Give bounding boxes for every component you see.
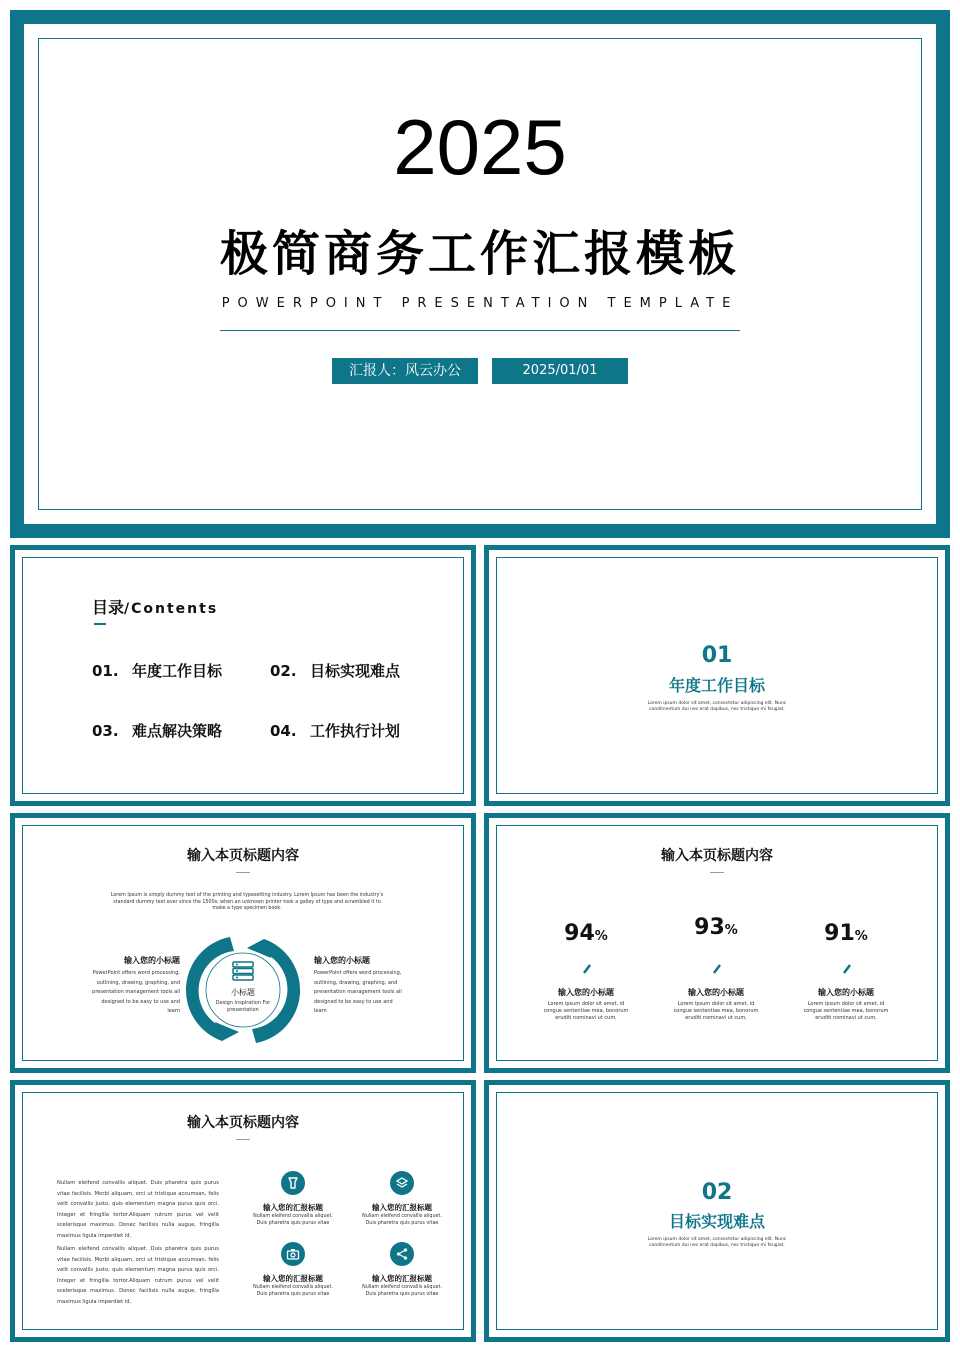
report-item-title: 输入您的汇报标题	[263, 1274, 323, 1283]
slide-title: 输入本页标题内容	[187, 848, 299, 864]
contents-item-num: 03.	[92, 722, 119, 740]
section-number: 02	[701, 1180, 733, 1205]
center-title: 小标题	[231, 988, 255, 997]
contents-title	[92, 597, 218, 620]
intro-text: Lorem Ipsum is simply dummy text of the printing and typesetting industry. Lorem Ipsum has been the industry's standard dummy text ever since the 1500s, when an unknown printer took a galley of type and scrambled it to make a type specimen book.	[110, 893, 384, 911]
stat-title: 输入您的小标题	[558, 988, 614, 997]
stat-unit: %	[854, 929, 868, 944]
stat-title: 输入您的小标题	[688, 988, 744, 997]
section-number: 01	[701, 643, 733, 668]
share-icon	[390, 1242, 414, 1266]
contents-item-label: 目标实现难点	[310, 662, 401, 680]
left-block-text: PowerPoint offers word processing, outlining, drawing, graphing, and presentation management tools all designed to be easy to use and learn	[92, 970, 180, 1014]
left-block-title: 输入您的小标题	[124, 956, 180, 965]
stat-block	[666, 915, 766, 944]
section-01-slide	[484, 545, 950, 806]
stat-block	[796, 921, 896, 950]
contents-item-num: 04.	[270, 722, 297, 740]
date-badge: 2025/01/01	[492, 358, 628, 384]
contents-item[interactable]	[92, 721, 222, 741]
section-title: 年度工作目标	[668, 676, 765, 695]
stats-slide	[484, 813, 950, 1073]
server-icon	[232, 961, 254, 981]
stat-value: 91	[824, 921, 855, 946]
report-item	[357, 1273, 447, 1298]
flashlight-icon	[281, 1171, 305, 1195]
stat-caption	[538, 987, 634, 1022]
center-text: Design inspiration For presentation	[215, 1000, 271, 1013]
cover-title: 极简商务工作汇报模板	[219, 226, 740, 282]
report-item	[357, 1202, 447, 1227]
cycle-slide	[10, 813, 476, 1073]
report-item-text: Nullam eleifend convallis aliquet. Duis pharetra quis purus vitae	[362, 1214, 442, 1226]
slide-title: 输入本页标题内容	[661, 848, 773, 864]
contents-item[interactable]	[270, 721, 400, 741]
contents-item[interactable]	[92, 661, 222, 681]
stat-text: Lorem ipsum dolor sit amet, id congue sententiae mea, bonorum eruditi nominavi ut cum,	[543, 1001, 629, 1021]
stat-unit: %	[594, 929, 608, 944]
title-underline	[236, 872, 250, 873]
body-paragraph: Nullam eleifend convallis aliquet. Duis pharetra quis purus vitae facilisis. Morbi aliquam, orci ut tristique accumsan, felis velit convallis justo, quis elementum magna purus quis orci. Integer et fringilla tortor.Aliquam rutrum purus vel velit scelerisque maximus. Donec facilisis nulla augue, fringilla maximus ligula imperdiet id.	[57, 1246, 219, 1305]
body-paragraph: Nullam eleifend convallis aliquet. Duis pharetra quis purus vitae facilisis. Morbi aliquam, orci ut tristique accumsan, felis velit convallis justo, quis elementum magna purus quis orci. Integer et fringilla tortor.Aliquam rutrum purus vel velit scelerisque maximus. Donec facilisis nulla augue, fringilla maximus ligula imperdiet id.	[57, 1180, 219, 1239]
stat-unit: %	[724, 923, 738, 938]
section-title: 目标实现难点	[668, 1212, 765, 1231]
report-item-text: Nullam eleifend convallis aliquet. Duis pharetra quis purus vitae	[362, 1285, 442, 1297]
stat-value: 93	[694, 915, 725, 940]
title-underline	[710, 872, 724, 873]
report-item-text: Nullam eleifend convallis aliquet. Duis pharetra quis purus vitae	[253, 1285, 333, 1297]
stat-caption	[668, 987, 764, 1022]
reporter-badge: 汇报人：风云办公	[332, 358, 478, 384]
stat-accent-mark	[582, 963, 592, 975]
contents-item-num: 01.	[92, 662, 119, 680]
stat-accent-mark	[842, 963, 852, 975]
stat-caption	[798, 987, 894, 1022]
report-item-text: Nullam eleifend convallis aliquet. Duis pharetra quis purus vitae	[253, 1214, 333, 1226]
cover-subtitle: POWERPOINT PRESENTATION TEMPLATE	[221, 296, 739, 311]
title-underline	[236, 1139, 250, 1140]
stat-accent-mark	[712, 963, 722, 975]
cover-slide	[10, 10, 950, 538]
stat-text: Lorem ipsum dolor sit amet, id congue sententiae mea, bonorum eruditi nominavi ut cum,	[673, 1001, 759, 1021]
stat-value: 94	[564, 921, 595, 946]
right-block	[314, 955, 406, 1017]
contents-item-num: 02.	[270, 662, 297, 680]
cover-year: 2025	[393, 103, 567, 191]
contents-title-cn: 目录	[92, 598, 125, 617]
stat-text: Lorem ipsum dolor sit amet, id congue sententiae mea, bonorum eruditi nominavi ut cum,	[803, 1001, 889, 1021]
contents-item-label: 工作执行计划	[310, 722, 401, 740]
report-item	[248, 1202, 338, 1227]
contents-item-label: 年度工作目标	[132, 662, 223, 680]
contents-item-label: 难点解决策略	[132, 722, 223, 740]
stat-title: 输入您的小标题	[818, 988, 874, 997]
report-item-title: 输入您的汇报标题	[372, 1274, 432, 1283]
right-block-text: PowerPoint offers word processing, outlining, drawing, graphing, and presentation management tools all designed to be easy to use and learn	[314, 970, 402, 1014]
report-item-title: 输入您的汇报标题	[263, 1203, 323, 1212]
contents-item[interactable]	[270, 661, 400, 681]
cover-divider	[220, 330, 740, 331]
report-slide	[10, 1080, 476, 1342]
section-02-slide	[484, 1080, 950, 1342]
layers-icon	[390, 1171, 414, 1195]
section-description: Lorem ipsum dolor sit amet, consectetur adipiscing elit. Nunc condimentum dui nec erat dapibus, nec tristique mi feugiat.	[647, 701, 787, 712]
contents-title-underline	[94, 623, 106, 625]
report-item-title: 输入您的汇报标题	[372, 1203, 432, 1212]
contents-title-en: /Contents	[124, 601, 219, 617]
slide-title: 输入本页标题内容	[187, 1115, 299, 1131]
report-item	[248, 1273, 338, 1298]
contents-slide	[10, 545, 476, 806]
section-description: Lorem ipsum dolor sit amet, consectetur adipiscing elit. Nunc condimentum dui nec erat dapibus, nec tristique mi feugiat.	[647, 1237, 787, 1248]
right-block-title: 输入您的小标题	[314, 956, 370, 965]
left-block	[88, 955, 180, 1017]
camera-icon	[281, 1242, 305, 1266]
stat-block	[536, 921, 636, 950]
